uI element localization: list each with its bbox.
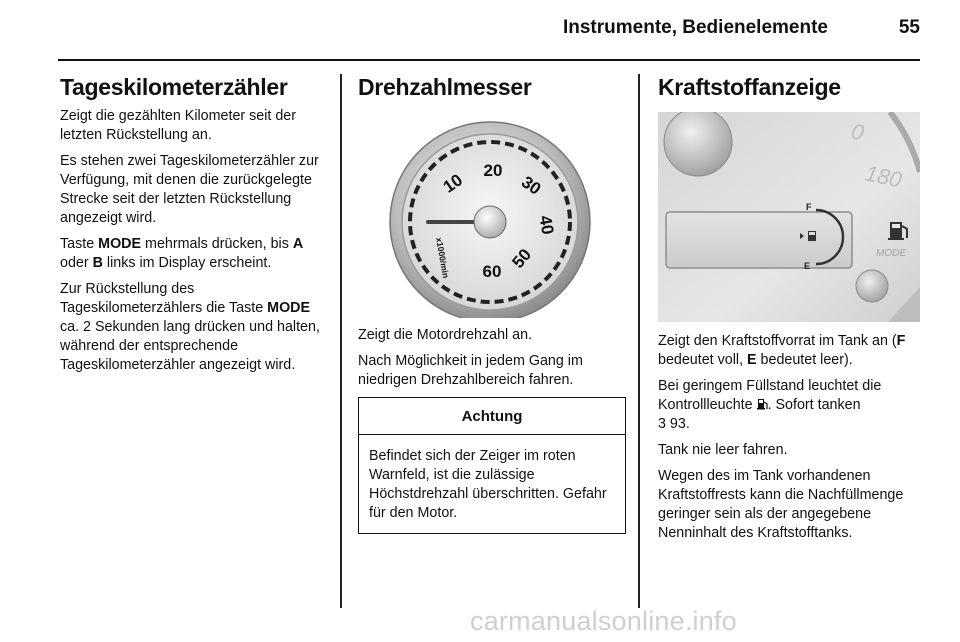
gauge-cluster-dial — [664, 112, 732, 176]
page-header-title: Instrumente, Bedienelemente — [562, 17, 828, 38]
paragraph: Nach Möglichkeit in jedem Gang im niedrigen Drehzahlbereich fahren. — [358, 353, 583, 388]
speedometer-label: 180 — [862, 160, 905, 193]
section-trip-odometer — [60, 70, 326, 382]
paragraph: Taste MODE mehrmals drücken, bis A oder B links im Display erscheint. — [60, 236, 304, 271]
paragraph: Zur Rückstellung des Tageskilometerzählers die Taste MODE ca. 2 Sekunden lang drücken und halten, während der entsprechende Tageskilometerzähler angezeigt wird. — [60, 281, 320, 373]
paragraph: Zeigt die gezählten Kilometer seit der letzten Rückstellung an. — [60, 108, 297, 143]
page-number: 55 — [898, 17, 920, 38]
fuel-empty-label: E — [804, 261, 811, 271]
paragraph: Zeigt die Motordrehzahl an. — [358, 327, 533, 343]
page-reference-arrow-icon: 3 — [658, 416, 666, 432]
mode-button — [856, 270, 888, 302]
gauge-tick-label: 50 — [508, 245, 536, 272]
notice-text: Befindet sich der Zeiger im roten Warnfeld, ist die zulässige Höchstdrehzahl überschritten. Gefahr für den Motor. — [369, 448, 607, 521]
fuel-gauge-figure — [658, 112, 920, 322]
fuel-gauge-illustration — [658, 112, 920, 322]
gauge-tick-label: 20 — [483, 161, 503, 180]
page-header — [0, 0, 960, 62]
gauge-tick-label: 10 — [439, 170, 467, 197]
section-heading-trip-odometer: Tageskilometerzähler — [60, 74, 288, 100]
fuel-full-label: F — [806, 202, 812, 212]
fuel-pump-icon — [757, 398, 768, 410]
gauge-tick-label: 30 — [517, 172, 545, 199]
paragraph: Es stehen zwei Tageskilometerzähler zur Verfügung, mit denen die zurückgelegte Strecke seit der letzten Rückstellung angezeigt wird. — [60, 153, 319, 226]
section-heading-tachometer: Drehzahlmesser — [358, 74, 532, 100]
column-divider-1 — [340, 74, 342, 608]
gauge-tick-label: 60 — [482, 262, 502, 281]
tachometer-figure — [358, 112, 624, 318]
notice-body — [359, 435, 625, 533]
section-heading-fuel-gauge: Kraftstoffanzeige — [658, 74, 841, 100]
watermark: carmanualsonline.info — [470, 606, 737, 636]
column-divider-2 — [638, 74, 640, 608]
section-fuel-gauge — [658, 70, 926, 550]
header-divider — [58, 59, 920, 61]
notice-box — [358, 397, 626, 534]
gauge-unit-label: x1000/min — [434, 236, 452, 279]
paragraph: Wegen des im Tank vorhandenen Kraftstoffrests kann die Nachfüllmenge geringer sein als der angegebene Nenninhalt des Kraftstofftanks. — [658, 468, 904, 541]
section-tachometer — [358, 70, 626, 534]
gauge-hub — [474, 206, 506, 238]
speedometer-label: 0 — [848, 118, 867, 146]
tachometer-gauge-illustration — [358, 112, 624, 318]
gauge-tick-label: 40 — [535, 214, 558, 237]
notice-title: Achtung — [359, 398, 625, 435]
paragraph: Zeigt den Kraftstoffvorrat im Tank an (F bedeutet voll, E bedeutet leer). — [658, 333, 906, 368]
display-panel — [666, 212, 852, 268]
paragraph: Bei geringem Füllstand leuchtet die Kontrollleuchte . Sofort tanken 3 93. — [658, 378, 882, 432]
mode-button-label: MODE — [876, 248, 906, 259]
paragraph: Tank nie leer fahren. — [658, 442, 788, 458]
